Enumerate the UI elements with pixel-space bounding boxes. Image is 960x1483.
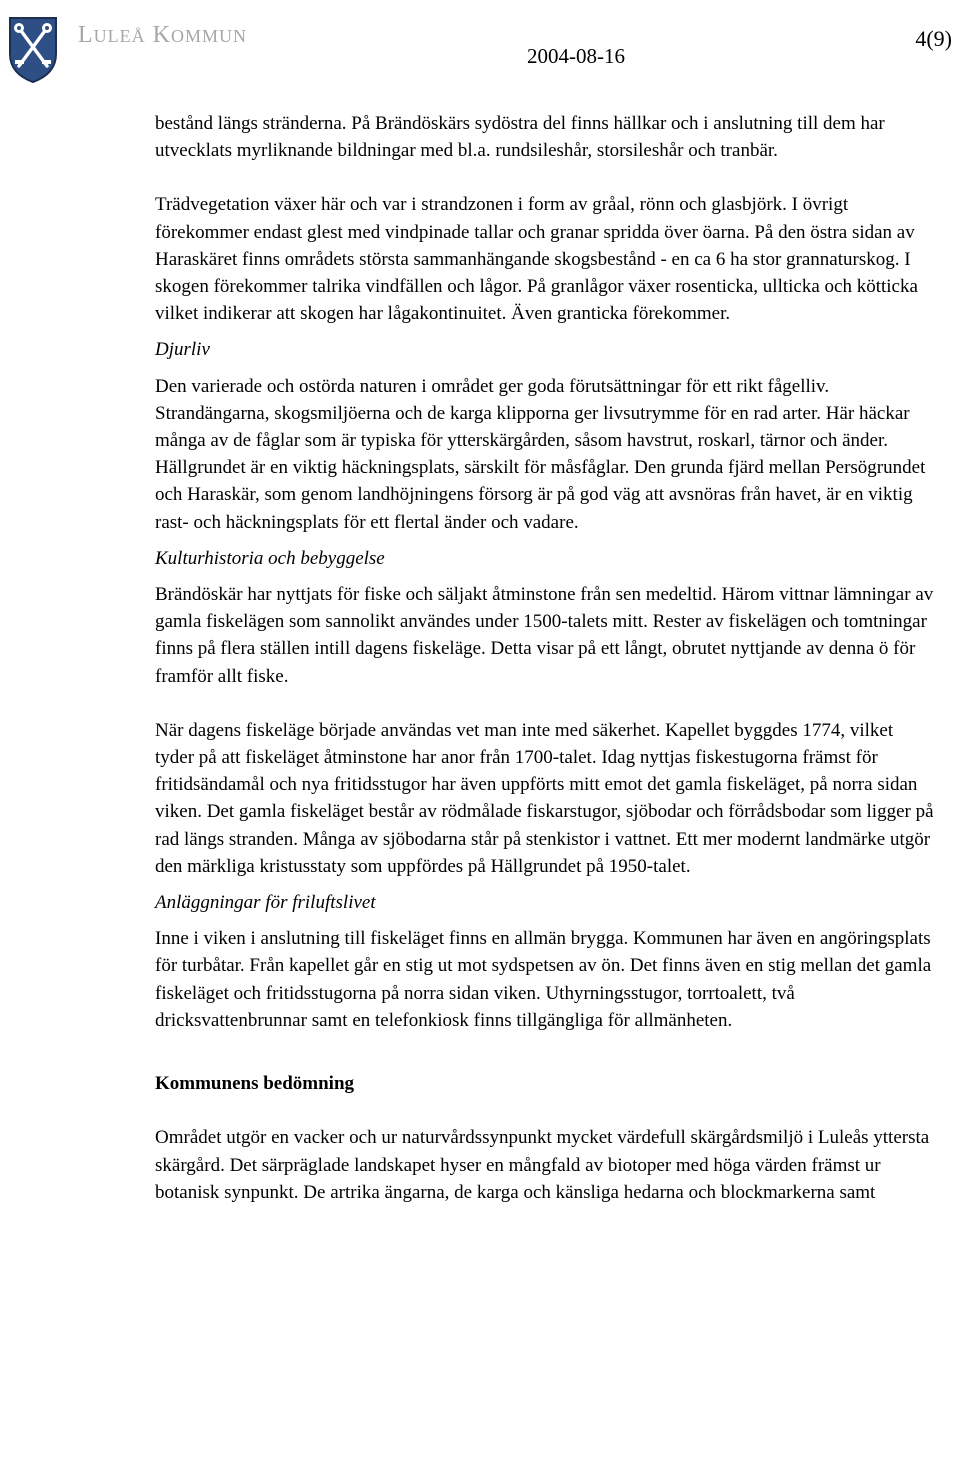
paragraph-cultural-history: Brändöskär har nyttjats för fiske och säljakt åtminstone från sen medeltid. Härom vittnar lämningar av gamla fiskelägen som sannolikt användes under 1500-talets mitt. Rester av fiskelägen och tomtningar finns på flera ställen intill dagens fiskeläge. Detta visar på ett långt, obrutet nyttjande av denna ö för framför allt fiske.	[155, 584, 934, 687]
document-body	[155, 110, 935, 1206]
paragraph-vegetation-continued: bestånd längs stränderna. På Brändöskärs sydöstra del finns hällkar och i anslutning till dem har utvecklats myrliknande bildningar med bl.a. rundsileshår, storsileshår och tranbär.	[155, 113, 885, 162]
paragraph-facilities: Inne i viken i anslutning till fiskeläget finns en allmän brygga. Kommunen har även en angöringsplats för turbåtar. Från kapellet går en stig ut mot sydspetsen av ön. Det finns även en stig mellan det gamla fiskeläget och fritidsstugorna på norra sidan viken. Uthyrningsstugor, torrtoalett, två dricksvattenbrunnar samt en telefonkiosk finns tillgängliga för allmänheten.	[155, 928, 932, 1031]
document-date: 2004-08-16	[527, 44, 625, 68]
organization-name: LULEÅ KOMMUN	[78, 22, 248, 48]
section-heading-djurliv: Djurliv	[155, 339, 210, 361]
section-heading-kommunens-bedomning: Kommunens bedömning	[155, 1073, 355, 1095]
paragraph-wildlife: Den varierade och ostörda naturen i området ger goda förutsättningar för ett rikt fågelliv. Strandängarna, skogsmiljöerna och de karga klipporna ger livsutrymme för en rad arter. Här häckar många av de fåglar som är typiska för ytterskärgården, såsom havstrut, roskarl, tärnor och änder. Hällgrundet är en viktig häckningsplats, särskilt för måsfåglar. Den grunda fjärd mellan Persögrundet och Haraskär, som genom landhöjningens försorg är på god väg att avsnöras från havet, är en viktig rast- och häckningsplats för ett flertal änder och vadare.	[155, 375, 926, 533]
municipal-coat-of-arms-icon	[6, 14, 60, 84]
section-heading-anlaggningar: Anläggningar för friluftslivet	[155, 892, 376, 914]
paragraph-assessment: Området utgör en vacker och ur naturvårdssynpunkt mycket värdefull skärgårdsmiljö i Luleås yttersta skärgård. Det särpräglade landskapet hyser en mångfald av biotoper med höga värden främst ur botanisk synpunkt. De artrika ängarna, de karga och känsliga hedarna och blockmarkerna samt	[155, 1127, 930, 1203]
paragraph-tree-vegetation: Trädvegetation växer här och var i strandzonen i form av gråal, rönn och glasbjörk. I övrigt förekommer endast glest med vindpinade tallar och granar spridda över öarna. På den östra sidan av Haraskäret finns områdets största sammanhängande skogsbestånd - en ca 6 ha stor grannaturskog. I skogen förekommer talrika vindfällen och lågor. På granlågor växer rosenticka, ullticka och kötticka vilket indikerar att skogen har lågakontinuitet. Även granticka förekommer.	[155, 194, 918, 325]
page-number: 4(9)	[915, 26, 952, 51]
section-heading-kulturhistoria: Kulturhistoria och bebyggelse	[155, 547, 385, 569]
paragraph-fishing-village: När dagens fiskeläge började användas vet man inte med säkerhet. Kapellet byggdes 1774, vilket tyder på att fiskeläget åtminstone har anor från 1700-talet. Idag nyttjas fiskestugorna främst för fritidsändamål och nya fritidsstugor har även uppförts mitt emot det gamla fiskeläget, på norra sidan viken. Det gamla fiskeläget består av rödmålade fiskarstugor, sjöbodar och förrådsbodar som ligger på rad längs stranden. Många av sjöbodarna står på stenkistor i vattnet. Ett mer modernt landmärke utgör den märkliga kristusstaty som uppfördes på Hällgrundet på 1950-talet.	[155, 719, 934, 877]
